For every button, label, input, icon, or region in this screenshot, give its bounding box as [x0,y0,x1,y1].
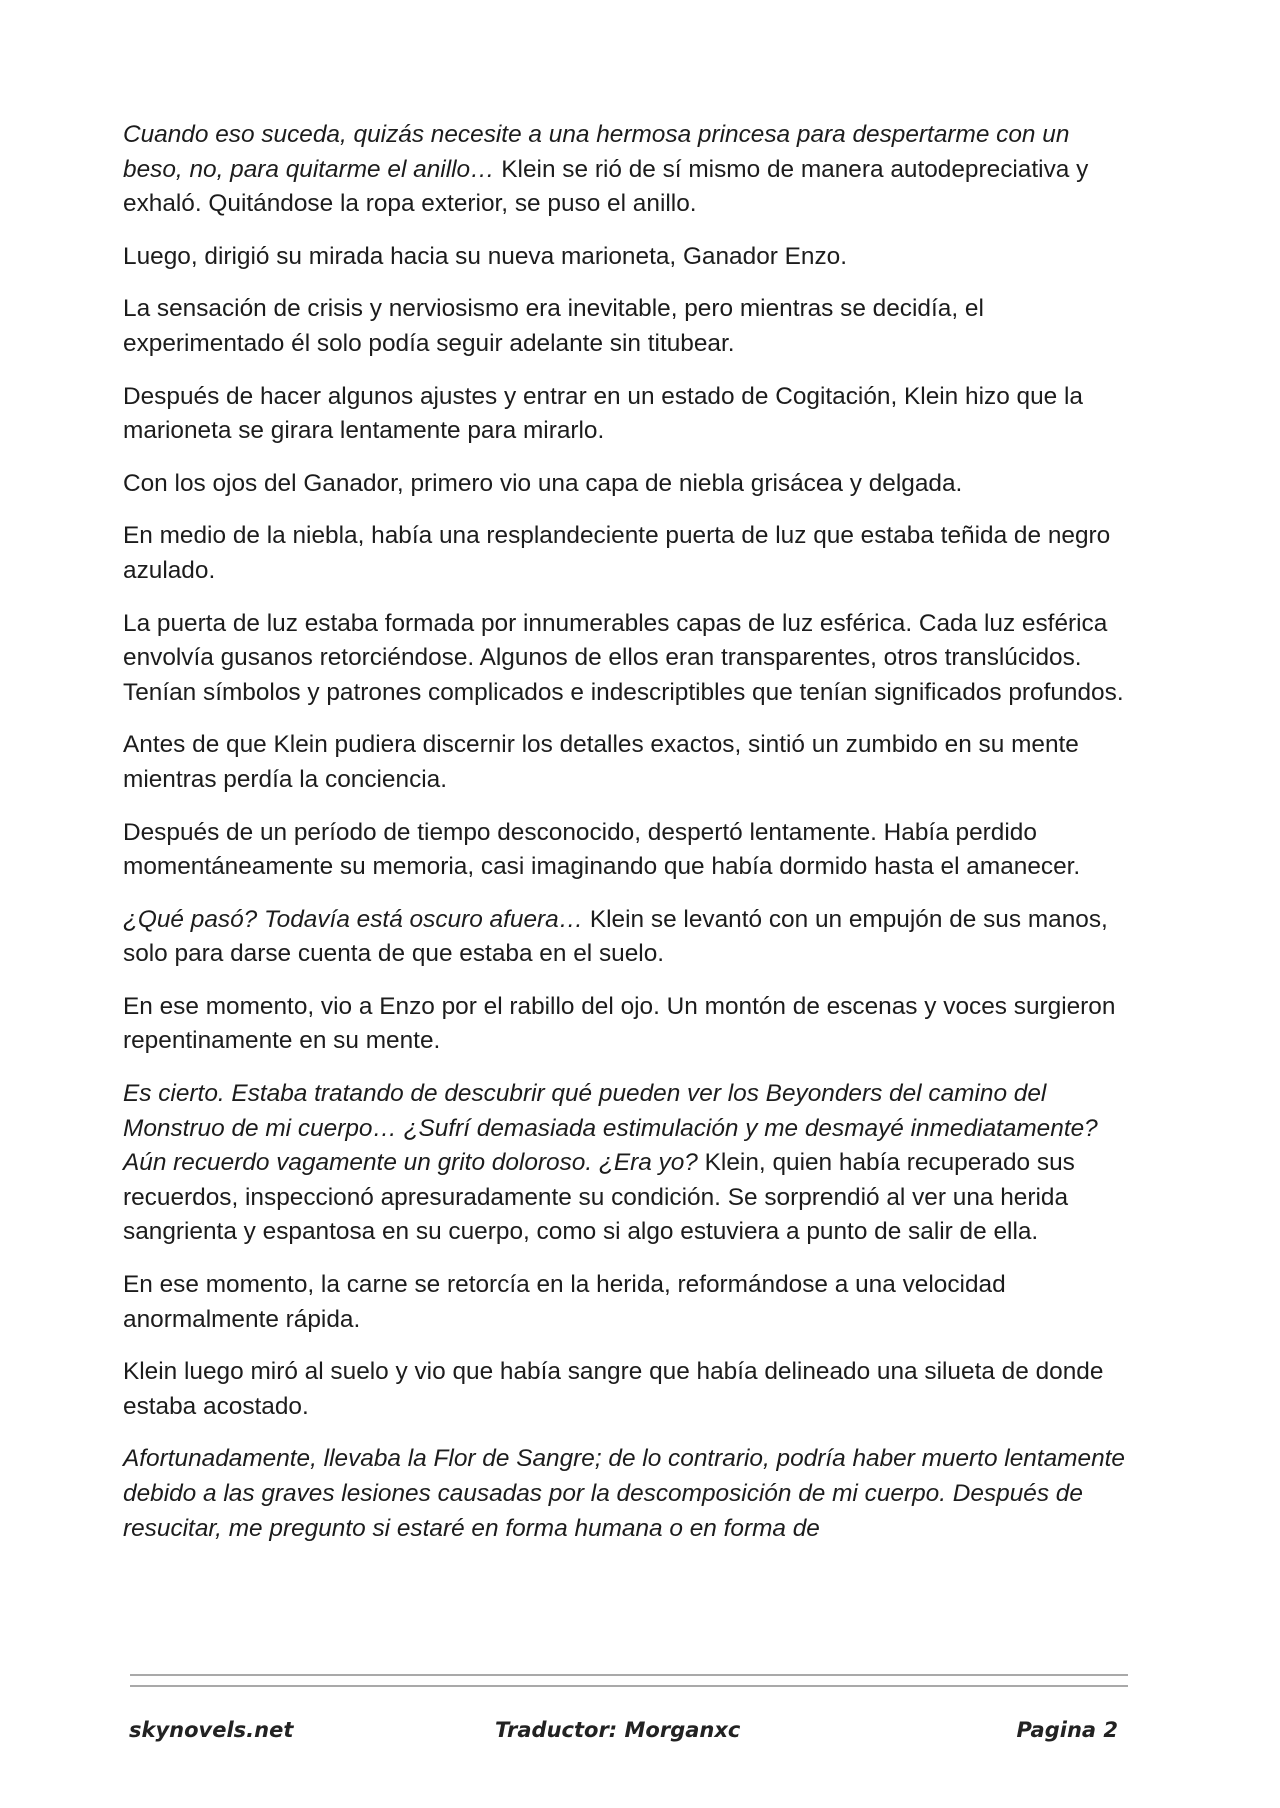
paragraph-text: Luego, dirigió su mirada hacia su nueva marioneta, Ganador Enzo. [123,242,848,270]
italic-thought-text: ¿Qué pasó? Todavía está oscuro afuera… [123,905,584,933]
paragraph-text: Antes de que Klein pudiera discernir los detalles exactos, sintió un zumbido en su mente mientras perdía la conciencia. [123,731,1079,793]
footer-divider-top [130,1674,1128,1676]
paragraph [123,240,1133,275]
footer-page-number: Pagina 2 [1016,1718,1118,1742]
paragraph-text: Después de hacer algunos ajustes y entrar en un estado de Cogitación, Klein hizo que la marioneta se girara lentamente para mirarlo. [123,382,1083,445]
italic-thought-text: Afortunadamente, llevaba la Flor de Sangre; de lo contrario, podría haber muerto lentamente debido a las graves lesiones causadas por la descomposición de mi cuerpo. Después de resucitar, me pregunto si estaré en forma humana o en forma de [123,1445,1125,1542]
footer-site: skynovels.net [129,1718,294,1742]
paragraph [123,519,1133,588]
paragraph [123,1355,1133,1424]
paragraph-text: La puerta de luz estaba formada por innumerables capas de luz esférica. Cada luz esférica envolvía gusanos retorciéndose. Algunos de ellos eran transparentes, otros translúcidos. Tenían símbolos y patrones complicados e indescriptibles que tenían significados profundos. [123,609,1124,706]
document-body [123,118,1133,1546]
paragraph-text: Klein, quien había recuperado sus recuerdos, inspeccionó apresuradamente su condición. Se sorprendió al ver una herida sangrienta y espantosa en su cuerpo, como si algo estuviera a punto de salir de ella. [123,1149,1075,1246]
paragraph [123,990,1133,1059]
paragraph-text: En ese momento, vio a Enzo por el rabillo del ojo. Un montón de escenas y voces surgieron repentinamente en su mente. [123,992,1116,1055]
italic-thought-text: Cuando eso suceda, quizás necesite a una hermosa princesa para despertarme con un beso, no, para quitarme el anillo… [123,121,1070,183]
paragraph-text: Con los ojos del Ganador, primero vio una capa de niebla grisácea y delgada. [123,469,963,497]
paragraph [123,607,1133,711]
paragraph [123,903,1133,972]
paragraph [123,380,1133,449]
paragraph-text: En medio de la niebla, había una resplandeciente puerta de luz que estaba teñida de negro azulado. [123,522,1111,584]
paragraph-text: Klein luego miró al suelo y vio que había sangre que había delineado una silueta de donde estaba acostado. [123,1358,1104,1420]
paragraph-text: Klein se levantó con un empujón de sus manos, solo para darse cuenta de que estaba en el suelo. [123,905,1108,968]
paragraph [123,292,1133,361]
paragraph-text: En ese momento, la carne se retorcía en la herida, reformándose a una velocidad anormalmente rápida. [123,1271,1006,1333]
paragraph [123,1077,1133,1250]
paragraph-text: Después de un período de tiempo desconocido, despertó lentamente. Había perdido momentáneamente su memoria, casi imaginando que había dormido hasta el amanecer. [123,818,1081,881]
italic-thought-text: Es cierto. Estaba tratando de descubrir qué pueden ver los Beyonders del camino del Monstruo de mi cuerpo… ¿Sufrí demasiada estimulación y me desmayé inmediatamente? Aún recuerdo vagamente un grito doloroso. ¿Era yo? [123,1080,1098,1177]
footer-translator: Traductor: Morganxc [495,1718,741,1742]
paragraph-text: Klein se rió de sí mismo de manera autodepreciativa y exhaló. Quitándose la ropa exterior, se puso el anillo. [123,155,1089,218]
paragraph [123,1268,1133,1337]
paragraph [123,728,1133,797]
footer-divider-bottom [130,1685,1128,1687]
paragraph [123,467,1133,502]
paragraph [123,1442,1133,1546]
paragraph-text: La sensación de crisis y nerviosismo era inevitable, pero mientras se decidía, el experimentado él solo podía seguir adelante sin titubear. [123,295,984,357]
paragraph [123,816,1133,885]
paragraph [123,118,1133,222]
